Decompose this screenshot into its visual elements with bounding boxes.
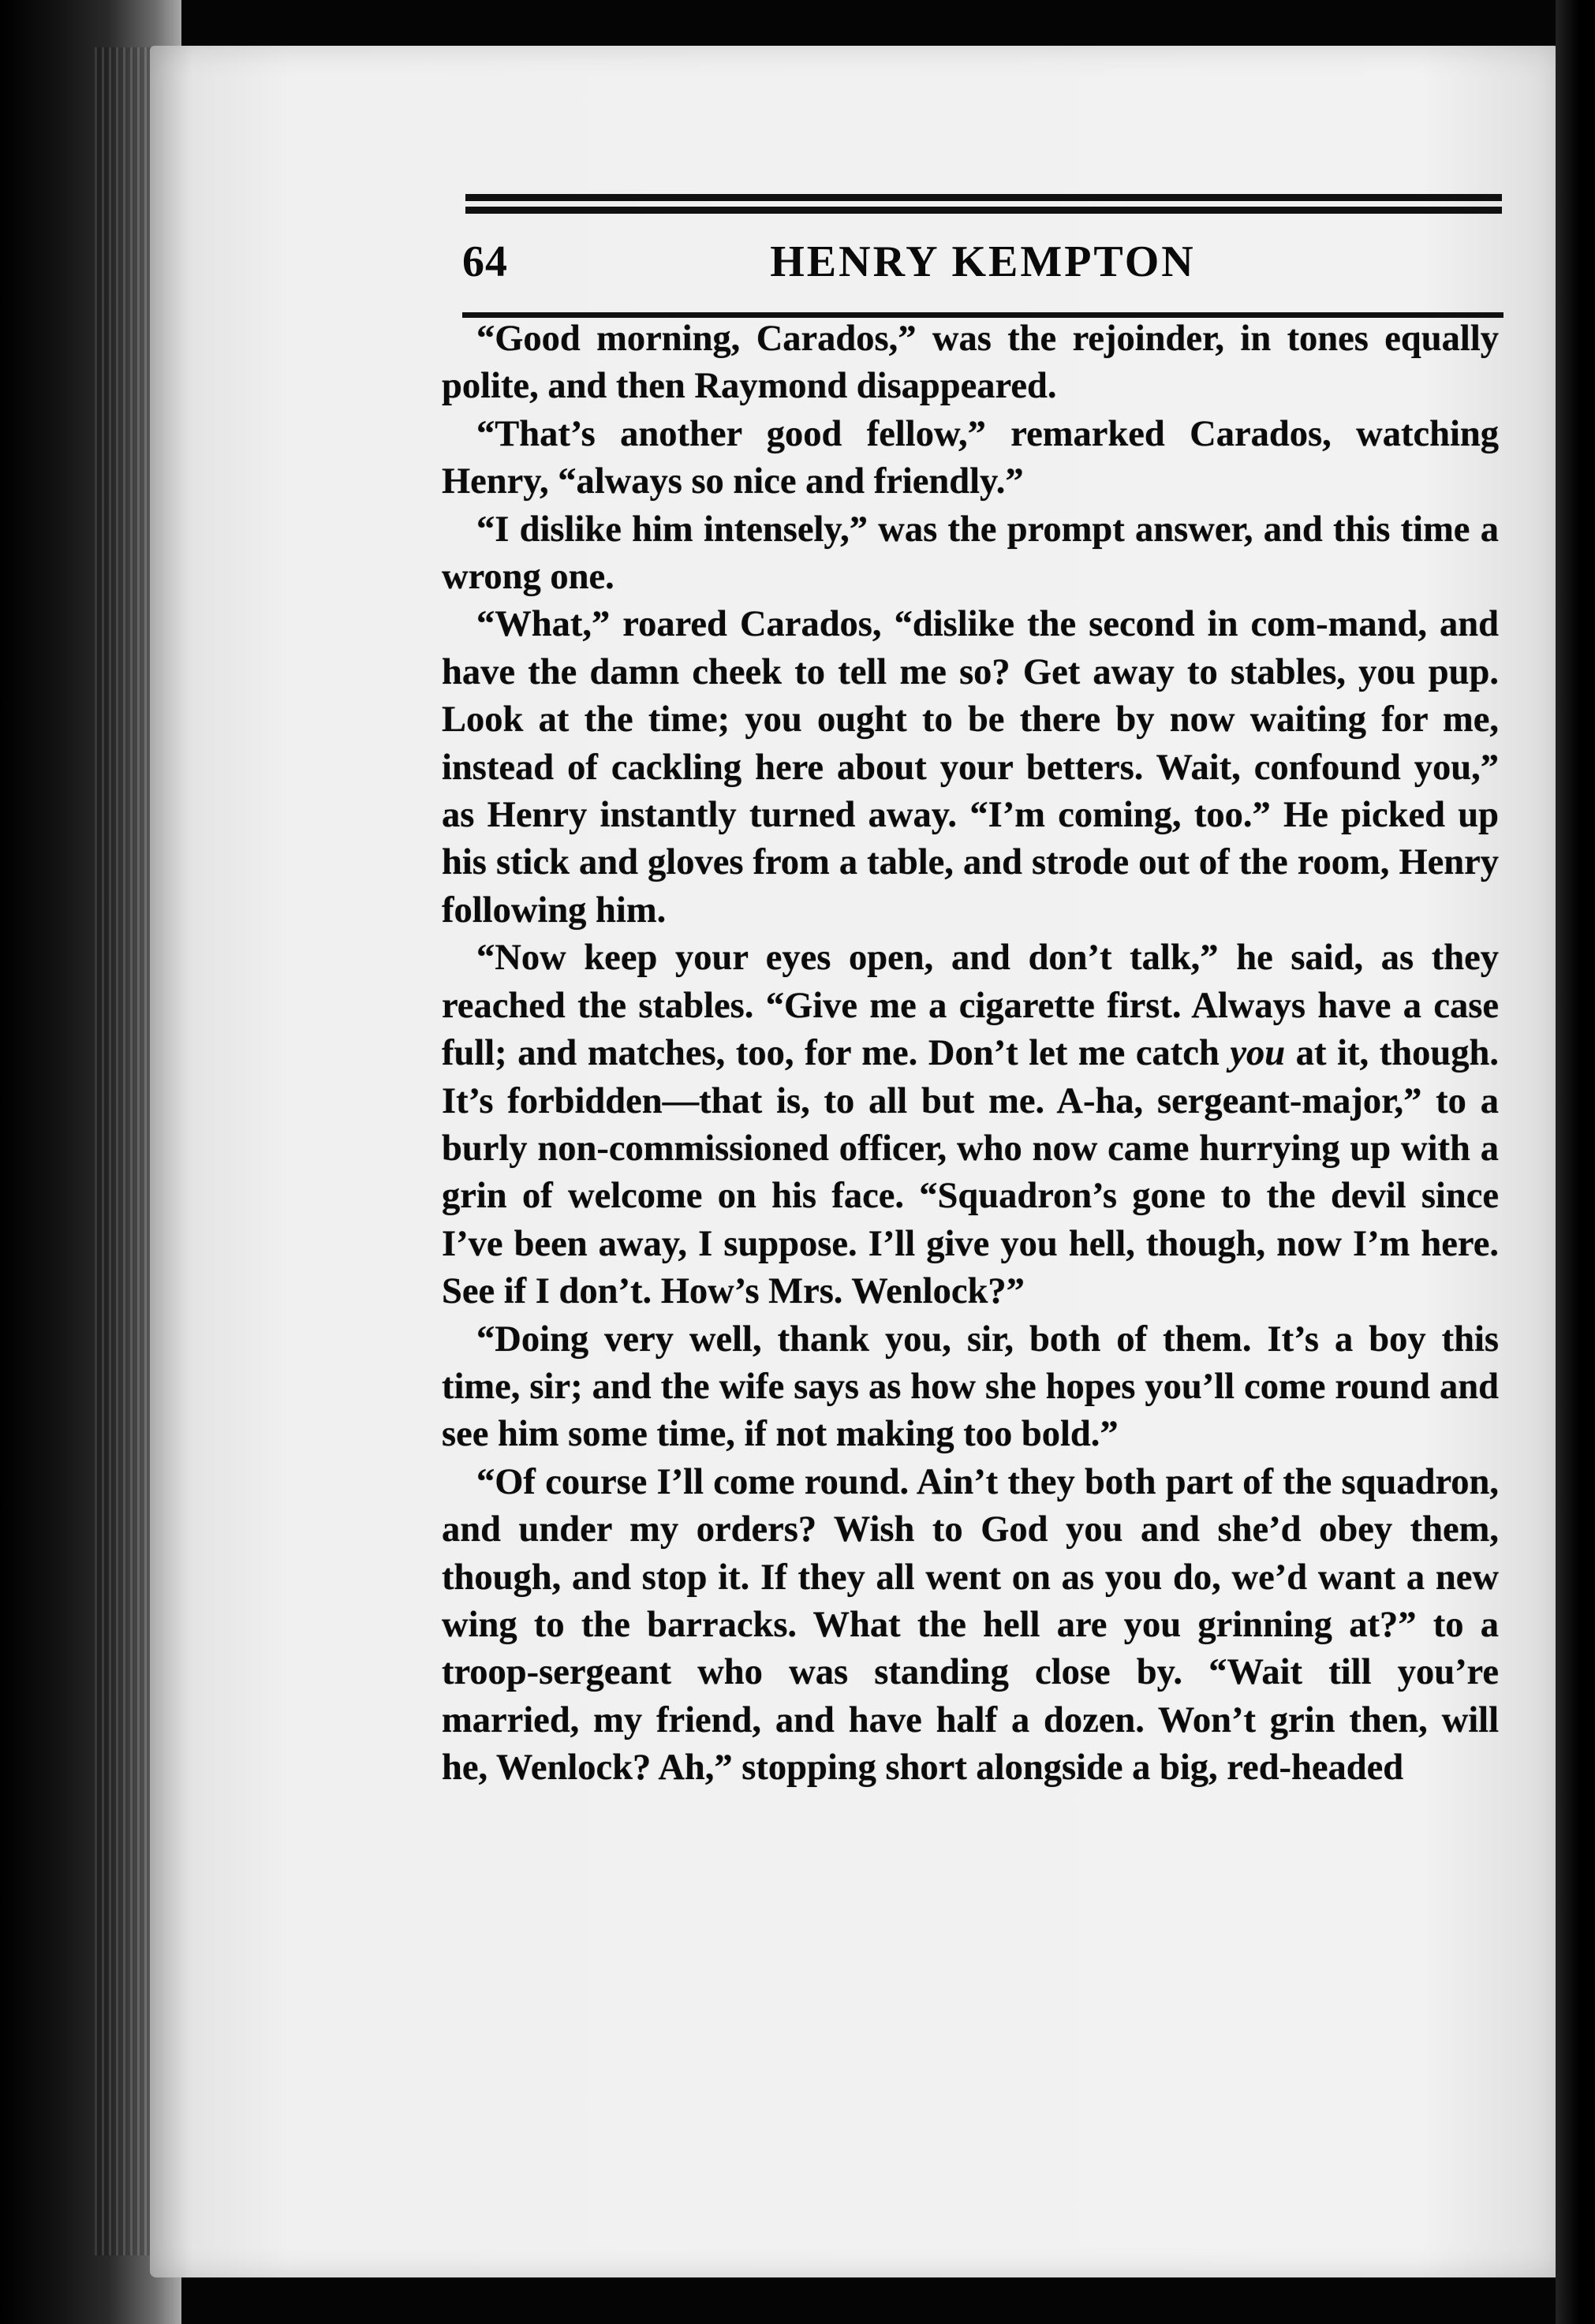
paragraph: “I dislike him intensely,” was the prompt answer, and this time a wrong one.	[442, 509, 1499, 598]
rule-line	[465, 194, 1502, 201]
page-header	[462, 237, 1503, 300]
paragraph	[442, 934, 1499, 1315]
paragraph: “That’s another good fellow,” remarked Carados, watching Henry, “always so nice and friendly.”	[442, 413, 1499, 502]
top-double-rule	[465, 194, 1502, 218]
running-head: HENRY KEMPTON	[770, 237, 1196, 286]
rule-line	[465, 207, 1502, 214]
paragraph-text: “Now keep your eyes open, and don’t talk,” he said, as they reached the stables. “Give me a cigarette first. Always have a case full; and matches, too, for me. Don’t let me catch	[442, 938, 1499, 1074]
paragraph: “Of course I’ll come round. Ain’t they both part of the squadron, and under my orders? Wish to God you and she’d obey them, though, and stop it. If they all went on as you do, we’d want a new wing to the barracks. What the hell are you grinning at?” to a troop-sergeant who was standing close by. “Wait till you’re married, my friend, and have half a dozen. Won’t grin then, will he, Wenlock? Ah,” stopping short alongside a big, red-headed	[442, 1461, 1499, 1789]
emphasis-text: you	[1230, 1033, 1286, 1074]
paragraph: “Good morning, Carados,” was the rejoinder, in tones equally polite, and then Raymond disappeared.	[442, 319, 1499, 407]
scan-right-edge	[1556, 0, 1595, 2324]
paragraph: “Doing very well, thank you, sir, both of them. It’s a boy this time, sir; and the wife says as how she hopes you’ll come round and see him some time, if not making too bold.”	[442, 1319, 1499, 1455]
paragraph-text: at it, though. It’s forbidden—that is, to all but me. A-ha, sergeant-major,” to a burly non-commissioned officer, who now came hurrying up with a grin of welcome on his face. “Squadron’s gone to the devil since I’ve been away, I suppose. I’ll give you hell, though, now I’m here. See if I don’t. How’s Mrs. Wenlock?”	[442, 1033, 1499, 1312]
paragraph: “What,” roared Carados, “dislike the second in com-mand, and have the damn cheek to tell me so? Get away to stables, you pup. Look at the time; you ought to be there by now waiting for me, instead of cackling here about your betters. Wait, confound you,” as Henry instantly turned away. “I’m coming, too.” He picked up his stick and gloves from a table, and strode out of the room, Henry following him.	[442, 604, 1499, 931]
body-text	[442, 315, 1499, 1792]
page-number: 64	[462, 237, 508, 286]
